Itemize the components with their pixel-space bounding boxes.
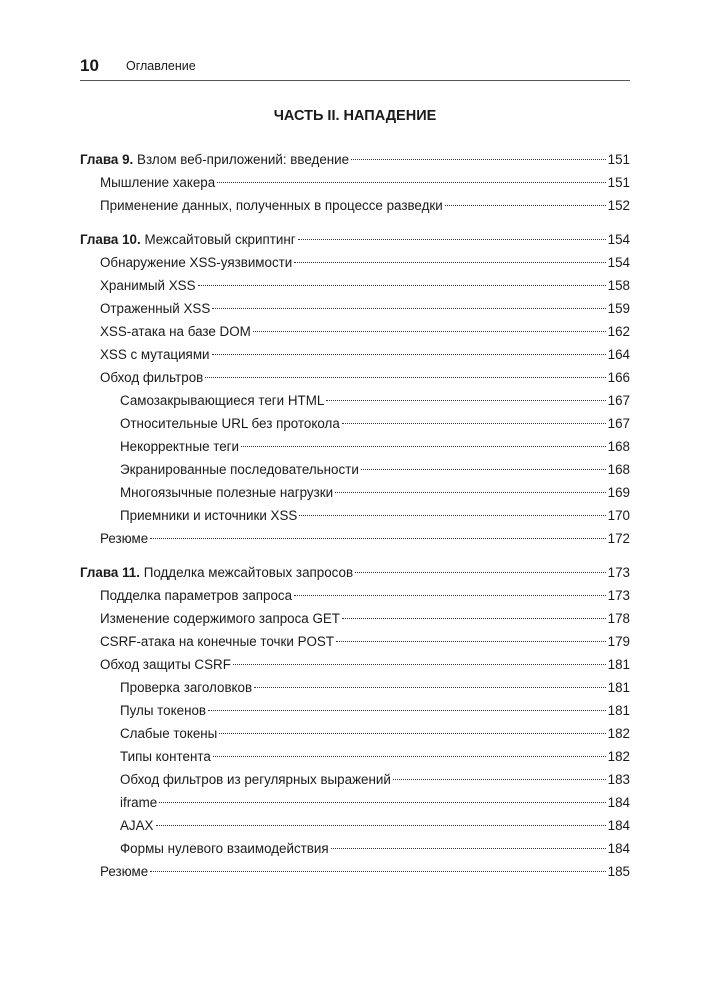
toc-entry-text: Относительные URL без протокола — [120, 416, 340, 431]
page-number: 10 — [80, 56, 99, 75]
toc-page-number: 184 — [607, 841, 630, 856]
dot-leader — [393, 779, 606, 780]
dot-leader — [213, 756, 606, 757]
toc-page-number: 164 — [607, 347, 630, 362]
page-header — [80, 56, 630, 81]
toc-chapter-label: Глава 10. — [80, 232, 141, 247]
toc-entry-text: Приемники и источники XSS — [120, 508, 298, 523]
toc-entry-title — [120, 791, 157, 814]
toc-entry-text: Слабые токены — [120, 726, 218, 741]
toc-entry-title — [80, 228, 296, 251]
toc-entry-text: Резюме — [100, 864, 149, 879]
toc-section-entry[interactable] — [80, 366, 630, 389]
dot-leader — [336, 641, 606, 642]
toc-page-number: 169 — [607, 485, 630, 500]
dot-leader — [205, 377, 605, 378]
toc-page-number: 162 — [607, 324, 630, 339]
toc-entry-text: Некорректные теги — [120, 439, 240, 454]
toc-entry-text: Межсайтовый скриптинг — [144, 232, 296, 247]
dot-leader — [342, 423, 606, 424]
toc-subsection-entry[interactable] — [80, 389, 630, 412]
toc-page-number: 181 — [607, 703, 630, 718]
toc-subsection-entry[interactable] — [80, 412, 630, 435]
toc-entry-title — [100, 297, 210, 320]
toc-page-number: 179 — [607, 634, 630, 649]
toc-entry-text: Подделка параметров запроса — [100, 588, 293, 603]
dot-leader — [219, 733, 605, 734]
running-head: Оглавление — [126, 59, 196, 73]
toc-entry-text: iframe — [120, 795, 158, 810]
toc-entry-text: Формы нулевого взаимодействия — [120, 841, 329, 856]
toc-entry-title — [120, 814, 154, 837]
toc-subsection-entry[interactable] — [80, 435, 630, 458]
toc-entry-text: Обход защиты CSRF — [100, 657, 231, 672]
toc-subsection-entry[interactable] — [80, 791, 630, 814]
toc-entry-title — [100, 251, 292, 274]
dot-leader — [208, 710, 606, 711]
dot-leader — [361, 469, 606, 470]
toc-entry-title — [120, 389, 324, 412]
toc-subsection-entry[interactable] — [80, 458, 630, 481]
toc-entry-text: CSRF-атака на конечные точки POST — [100, 634, 335, 649]
toc-page-number: 159 — [607, 301, 630, 316]
toc-page-number: 183 — [607, 772, 630, 787]
toc-entry-title — [120, 699, 206, 722]
toc-page-number: 151 — [607, 175, 630, 190]
toc-entry-title — [100, 320, 251, 343]
toc-subsection-entry[interactable] — [80, 768, 630, 791]
dot-leader — [294, 262, 605, 263]
toc-entry-text: Хранимый XSS — [100, 278, 196, 293]
toc-section-entry[interactable] — [80, 584, 630, 607]
dot-leader — [445, 205, 606, 206]
toc-page-number: 178 — [607, 611, 630, 626]
toc-page-number: 172 — [607, 531, 630, 546]
toc-entry-text: Взлом веб-приложений: введение — [137, 152, 350, 167]
toc-section-entry[interactable] — [80, 607, 630, 630]
toc-section-entry[interactable] — [80, 630, 630, 653]
toc-section-entry[interactable] — [80, 171, 630, 194]
toc-section-entry[interactable] — [80, 274, 630, 297]
toc-entry-title — [120, 768, 391, 791]
toc-subsection-entry[interactable] — [80, 814, 630, 837]
table-of-contents — [80, 148, 630, 883]
dot-leader — [254, 687, 606, 688]
toc-entry-text: Отраженный XSS — [100, 301, 211, 316]
toc-entry-title — [120, 745, 211, 768]
toc-section-entry[interactable] — [80, 860, 630, 883]
toc-entry-title — [100, 584, 292, 607]
toc-entry-title — [100, 630, 334, 653]
dot-leader — [159, 802, 605, 803]
toc-subsection-entry[interactable] — [80, 481, 630, 504]
toc-page-number: 184 — [607, 818, 630, 833]
toc-entry-title — [100, 607, 340, 630]
toc-subsection-entry[interactable] — [80, 676, 630, 699]
toc-entry-text: Подделка межсайтовых запросов — [143, 565, 354, 580]
toc-subsection-entry[interactable] — [80, 699, 630, 722]
toc-entry-title — [120, 722, 217, 745]
toc-entry-title — [100, 653, 231, 676]
toc-subsection-entry[interactable] — [80, 504, 630, 527]
toc-section-entry[interactable] — [80, 343, 630, 366]
toc-entry-title — [120, 837, 329, 860]
toc-page-number: 182 — [607, 749, 630, 764]
toc-entry-title — [80, 148, 349, 171]
toc-entry-text: Самозакрывающиеся теги HTML — [120, 393, 325, 408]
toc-section-entry[interactable] — [80, 527, 630, 550]
toc-page-number: 168 — [607, 462, 630, 477]
toc-entry-text: Типы контента — [120, 749, 211, 764]
dot-leader — [299, 515, 605, 516]
toc-page-number: 173 — [607, 588, 630, 603]
dot-leader — [331, 848, 606, 849]
toc-entry-text: Обход фильтров из регулярных выражений — [120, 772, 391, 787]
dot-leader — [233, 664, 606, 665]
dot-leader — [298, 239, 606, 240]
toc-entry-title — [120, 504, 297, 527]
toc-entry-text: Изменение содержимого запроса GET — [100, 611, 340, 626]
toc-chapter-entry[interactable] — [80, 148, 630, 171]
toc-section-entry[interactable] — [80, 297, 630, 320]
dot-leader — [253, 331, 606, 332]
toc-section-entry[interactable] — [80, 320, 630, 343]
toc-entry-text: Пулы токенов — [120, 703, 207, 718]
toc-entry-text: Резюме — [100, 531, 149, 546]
toc-entry-text: Обход фильтров — [100, 370, 204, 385]
toc-entry-title — [120, 435, 239, 458]
toc-entry-title — [100, 274, 196, 297]
toc-entry-title — [120, 676, 252, 699]
toc-entry-text: XSS-атака на базе DOM — [100, 324, 251, 339]
dot-leader — [217, 182, 605, 183]
dot-leader — [156, 825, 606, 826]
toc-page-number: 158 — [607, 278, 630, 293]
toc-chapter-entry[interactable] — [80, 561, 630, 584]
toc-chapter-label: Глава 9. — [80, 152, 134, 167]
dot-leader — [212, 354, 606, 355]
toc-entry-title — [100, 860, 148, 883]
toc-chapter-entry[interactable] — [80, 228, 630, 251]
chapter-gap — [80, 550, 630, 561]
toc-page-number: 181 — [607, 680, 630, 695]
part-title: ЧАСТЬ II. НАПАДЕНИЕ — [273, 108, 437, 124]
chapter-gap — [80, 217, 630, 228]
toc-page-number: 168 — [607, 439, 630, 454]
toc-entry-title — [120, 412, 340, 435]
toc-page-number: 170 — [607, 508, 630, 523]
toc-subsection-entry[interactable] — [80, 837, 630, 860]
toc-entry-title — [100, 343, 210, 366]
toc-entry-text: XSS с мутациями — [100, 347, 210, 362]
dot-leader — [342, 618, 606, 619]
toc-entry-text: Экранированные последовательности — [120, 462, 359, 477]
toc-page-number: 185 — [607, 864, 630, 879]
toc-page-number: 151 — [607, 152, 630, 167]
toc-page-number: 154 — [607, 232, 630, 247]
dot-leader — [150, 538, 605, 539]
toc-entry-text: Проверка заголовков — [120, 680, 253, 695]
toc-entry-text: Обнаружение XSS-уязвимости — [100, 255, 293, 270]
dot-leader — [150, 871, 605, 872]
toc-page-number: 173 — [607, 565, 630, 580]
dot-leader — [326, 400, 605, 401]
toc-entry-title — [100, 527, 148, 550]
toc-entry-title — [120, 481, 333, 504]
toc-page-number: 167 — [607, 416, 630, 431]
toc-entry-text: Применение данных, полученных в процессе разведки — [100, 198, 443, 213]
toc-entry-title — [80, 561, 353, 584]
dot-leader — [198, 285, 606, 286]
dot-leader — [355, 572, 606, 573]
toc-page-number: 167 — [607, 393, 630, 408]
dot-leader — [241, 446, 606, 447]
toc-entry-text: AJAX — [120, 818, 154, 833]
toc-section-entry[interactable] — [80, 251, 630, 274]
toc-subsection-entry[interactable] — [80, 745, 630, 768]
toc-section-entry[interactable] — [80, 194, 630, 217]
dot-leader — [351, 159, 606, 160]
toc-entry-title — [100, 366, 203, 389]
toc-entry-title — [100, 194, 443, 217]
toc-chapter-label: Глава 11. — [80, 565, 140, 580]
dot-leader — [294, 595, 606, 596]
toc-entry-title — [120, 458, 359, 481]
toc-page-number: 181 — [607, 657, 630, 672]
toc-entry-text: Мышление хакера — [100, 175, 216, 190]
toc-page-number: 154 — [607, 255, 630, 270]
toc-page-number: 184 — [607, 795, 630, 810]
toc-page-number: 152 — [607, 198, 630, 213]
toc-entry-text: Многоязычные полезные нагрузки — [120, 485, 334, 500]
toc-subsection-entry[interactable] — [80, 722, 630, 745]
toc-page-number: 166 — [607, 370, 630, 385]
toc-entry-title — [100, 171, 215, 194]
dot-leader — [335, 492, 606, 493]
toc-page-number: 182 — [607, 726, 630, 741]
toc-section-entry[interactable] — [80, 653, 630, 676]
dot-leader — [212, 308, 605, 309]
